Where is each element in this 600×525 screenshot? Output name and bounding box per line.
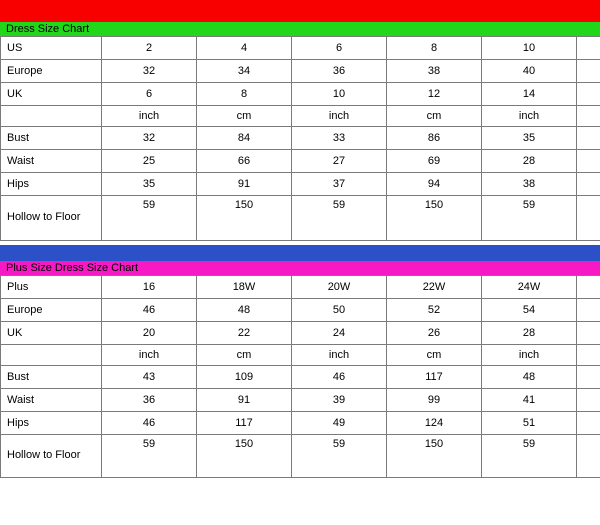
- table-row: [1, 37, 600, 60]
- row-label-waist: Waist: [1, 389, 102, 412]
- cell: 6: [102, 83, 197, 106]
- cell: 28: [482, 322, 577, 345]
- row-label-hips: Hips: [1, 412, 102, 435]
- cell: 109: [197, 366, 292, 389]
- row-label-uk: UK: [1, 83, 102, 106]
- table-row: [1, 322, 600, 345]
- unit-cell: cm: [387, 106, 482, 127]
- cell: 24: [292, 322, 387, 345]
- plus-chart-title-banner: [0, 261, 600, 275]
- row-label-europe: Europe: [1, 60, 102, 83]
- unit-cell: inch: [102, 106, 197, 127]
- unit-cell: cm: [197, 106, 292, 127]
- cell: [577, 299, 600, 322]
- cell: 52: [387, 299, 482, 322]
- cell: 4: [197, 37, 292, 60]
- unit-cell: cm: [387, 345, 482, 366]
- cell: 36: [292, 60, 387, 83]
- plus-chart-title: Plus Size Dress Size Chart: [6, 262, 139, 274]
- cell: 59: [292, 196, 387, 241]
- cell: 22W: [387, 276, 482, 299]
- cell: [577, 37, 600, 60]
- cell: [577, 276, 600, 299]
- cell: 2: [102, 37, 197, 60]
- cell: 18W: [197, 276, 292, 299]
- row-label-uk: UK: [1, 322, 102, 345]
- table-row: [1, 60, 600, 83]
- cell: 32: [102, 127, 197, 150]
- table-row-units: [1, 345, 600, 366]
- cell: 22: [197, 322, 292, 345]
- cell: 8: [387, 37, 482, 60]
- cell: 48: [482, 366, 577, 389]
- cell: 91: [197, 389, 292, 412]
- cell: 32: [102, 60, 197, 83]
- blue-banner: [0, 245, 600, 261]
- table-row-units: [1, 106, 600, 127]
- dress-size-table: [0, 36, 600, 241]
- cell: 99: [387, 389, 482, 412]
- dress-chart-title-banner: [0, 22, 600, 36]
- cell: 66: [197, 150, 292, 173]
- cell: 8: [197, 83, 292, 106]
- cell: 16: [102, 276, 197, 299]
- cell: 41: [482, 389, 577, 412]
- table-row: [1, 127, 600, 150]
- units-row-label: [1, 345, 102, 366]
- unit-cell: inch: [482, 106, 577, 127]
- cell: [577, 127, 600, 150]
- cell: 117: [197, 412, 292, 435]
- cell: 150: [197, 435, 292, 478]
- cell: [577, 83, 600, 106]
- cell: 38: [482, 173, 577, 196]
- cell: 59: [292, 435, 387, 478]
- cell: 24W: [482, 276, 577, 299]
- cell: 38: [387, 60, 482, 83]
- cell: [577, 322, 600, 345]
- cell: 35: [102, 173, 197, 196]
- units-row-label: [1, 106, 102, 127]
- unit-cell: inch: [102, 345, 197, 366]
- row-label-plus: Plus: [1, 276, 102, 299]
- cell: 25: [102, 150, 197, 173]
- cell: [577, 60, 600, 83]
- unit-cell: inch: [292, 345, 387, 366]
- cell: 14: [482, 83, 577, 106]
- cell: 43: [102, 366, 197, 389]
- cell: 150: [387, 435, 482, 478]
- unit-cell: cm: [197, 345, 292, 366]
- plus-size-table: [0, 275, 600, 478]
- cell: 20W: [292, 276, 387, 299]
- cell: [577, 412, 600, 435]
- cell: [577, 389, 600, 412]
- cell: 36: [102, 389, 197, 412]
- cell: 46: [292, 366, 387, 389]
- cell: 40: [482, 60, 577, 83]
- table-row: [1, 173, 600, 196]
- cell: 33: [292, 127, 387, 150]
- cell: 59: [102, 435, 197, 478]
- row-label-europe: Europe: [1, 299, 102, 322]
- cell: 48: [197, 299, 292, 322]
- cell: 20: [102, 322, 197, 345]
- cell: [577, 173, 600, 196]
- cell: [577, 150, 600, 173]
- cell: 59: [102, 196, 197, 241]
- cell: 150: [387, 196, 482, 241]
- cell: 49: [292, 412, 387, 435]
- cell: [577, 196, 600, 241]
- cell: 50: [292, 299, 387, 322]
- cell: 34: [197, 60, 292, 83]
- cell: 59: [482, 435, 577, 478]
- cell: 117: [387, 366, 482, 389]
- cell: 91: [197, 173, 292, 196]
- cell: 150: [197, 196, 292, 241]
- unit-cell: inch: [292, 106, 387, 127]
- unit-cell: inch: [482, 345, 577, 366]
- cell: 86: [387, 127, 482, 150]
- row-label-hips: Hips: [1, 173, 102, 196]
- cell: [577, 435, 600, 478]
- cell: 84: [197, 127, 292, 150]
- table-row: [1, 83, 600, 106]
- cell: 35: [482, 127, 577, 150]
- row-label-waist: Waist: [1, 150, 102, 173]
- unit-cell: [577, 345, 600, 366]
- cell: 10: [482, 37, 577, 60]
- cell: 51: [482, 412, 577, 435]
- cell: 59: [482, 196, 577, 241]
- table-row: [1, 389, 600, 412]
- unit-cell: [577, 106, 600, 127]
- table-row: [1, 366, 600, 389]
- table-row: [1, 299, 600, 322]
- cell: 46: [102, 299, 197, 322]
- cell: 46: [102, 412, 197, 435]
- cell: 37: [292, 173, 387, 196]
- cell: 27: [292, 150, 387, 173]
- table-row: [1, 435, 600, 478]
- cell: 26: [387, 322, 482, 345]
- cell: 10: [292, 83, 387, 106]
- cell: 94: [387, 173, 482, 196]
- table-row: [1, 196, 600, 241]
- row-label-bust: Bust: [1, 127, 102, 150]
- table-row: [1, 150, 600, 173]
- cell: 28: [482, 150, 577, 173]
- cell: 69: [387, 150, 482, 173]
- row-label-hollow-to-floor: Hollow to Floor: [1, 435, 102, 478]
- cell: 54: [482, 299, 577, 322]
- cell: [577, 366, 600, 389]
- cell: 39: [292, 389, 387, 412]
- dress-chart-title: Dress Size Chart: [6, 23, 90, 35]
- red-banner: [0, 0, 600, 22]
- row-label-bust: Bust: [1, 366, 102, 389]
- row-label-hollow-to-floor: Hollow to Floor: [1, 196, 102, 241]
- table-row: [1, 412, 600, 435]
- row-label-us: US: [1, 37, 102, 60]
- cell: 12: [387, 83, 482, 106]
- cell: 124: [387, 412, 482, 435]
- table-row: [1, 276, 600, 299]
- cell: 6: [292, 37, 387, 60]
